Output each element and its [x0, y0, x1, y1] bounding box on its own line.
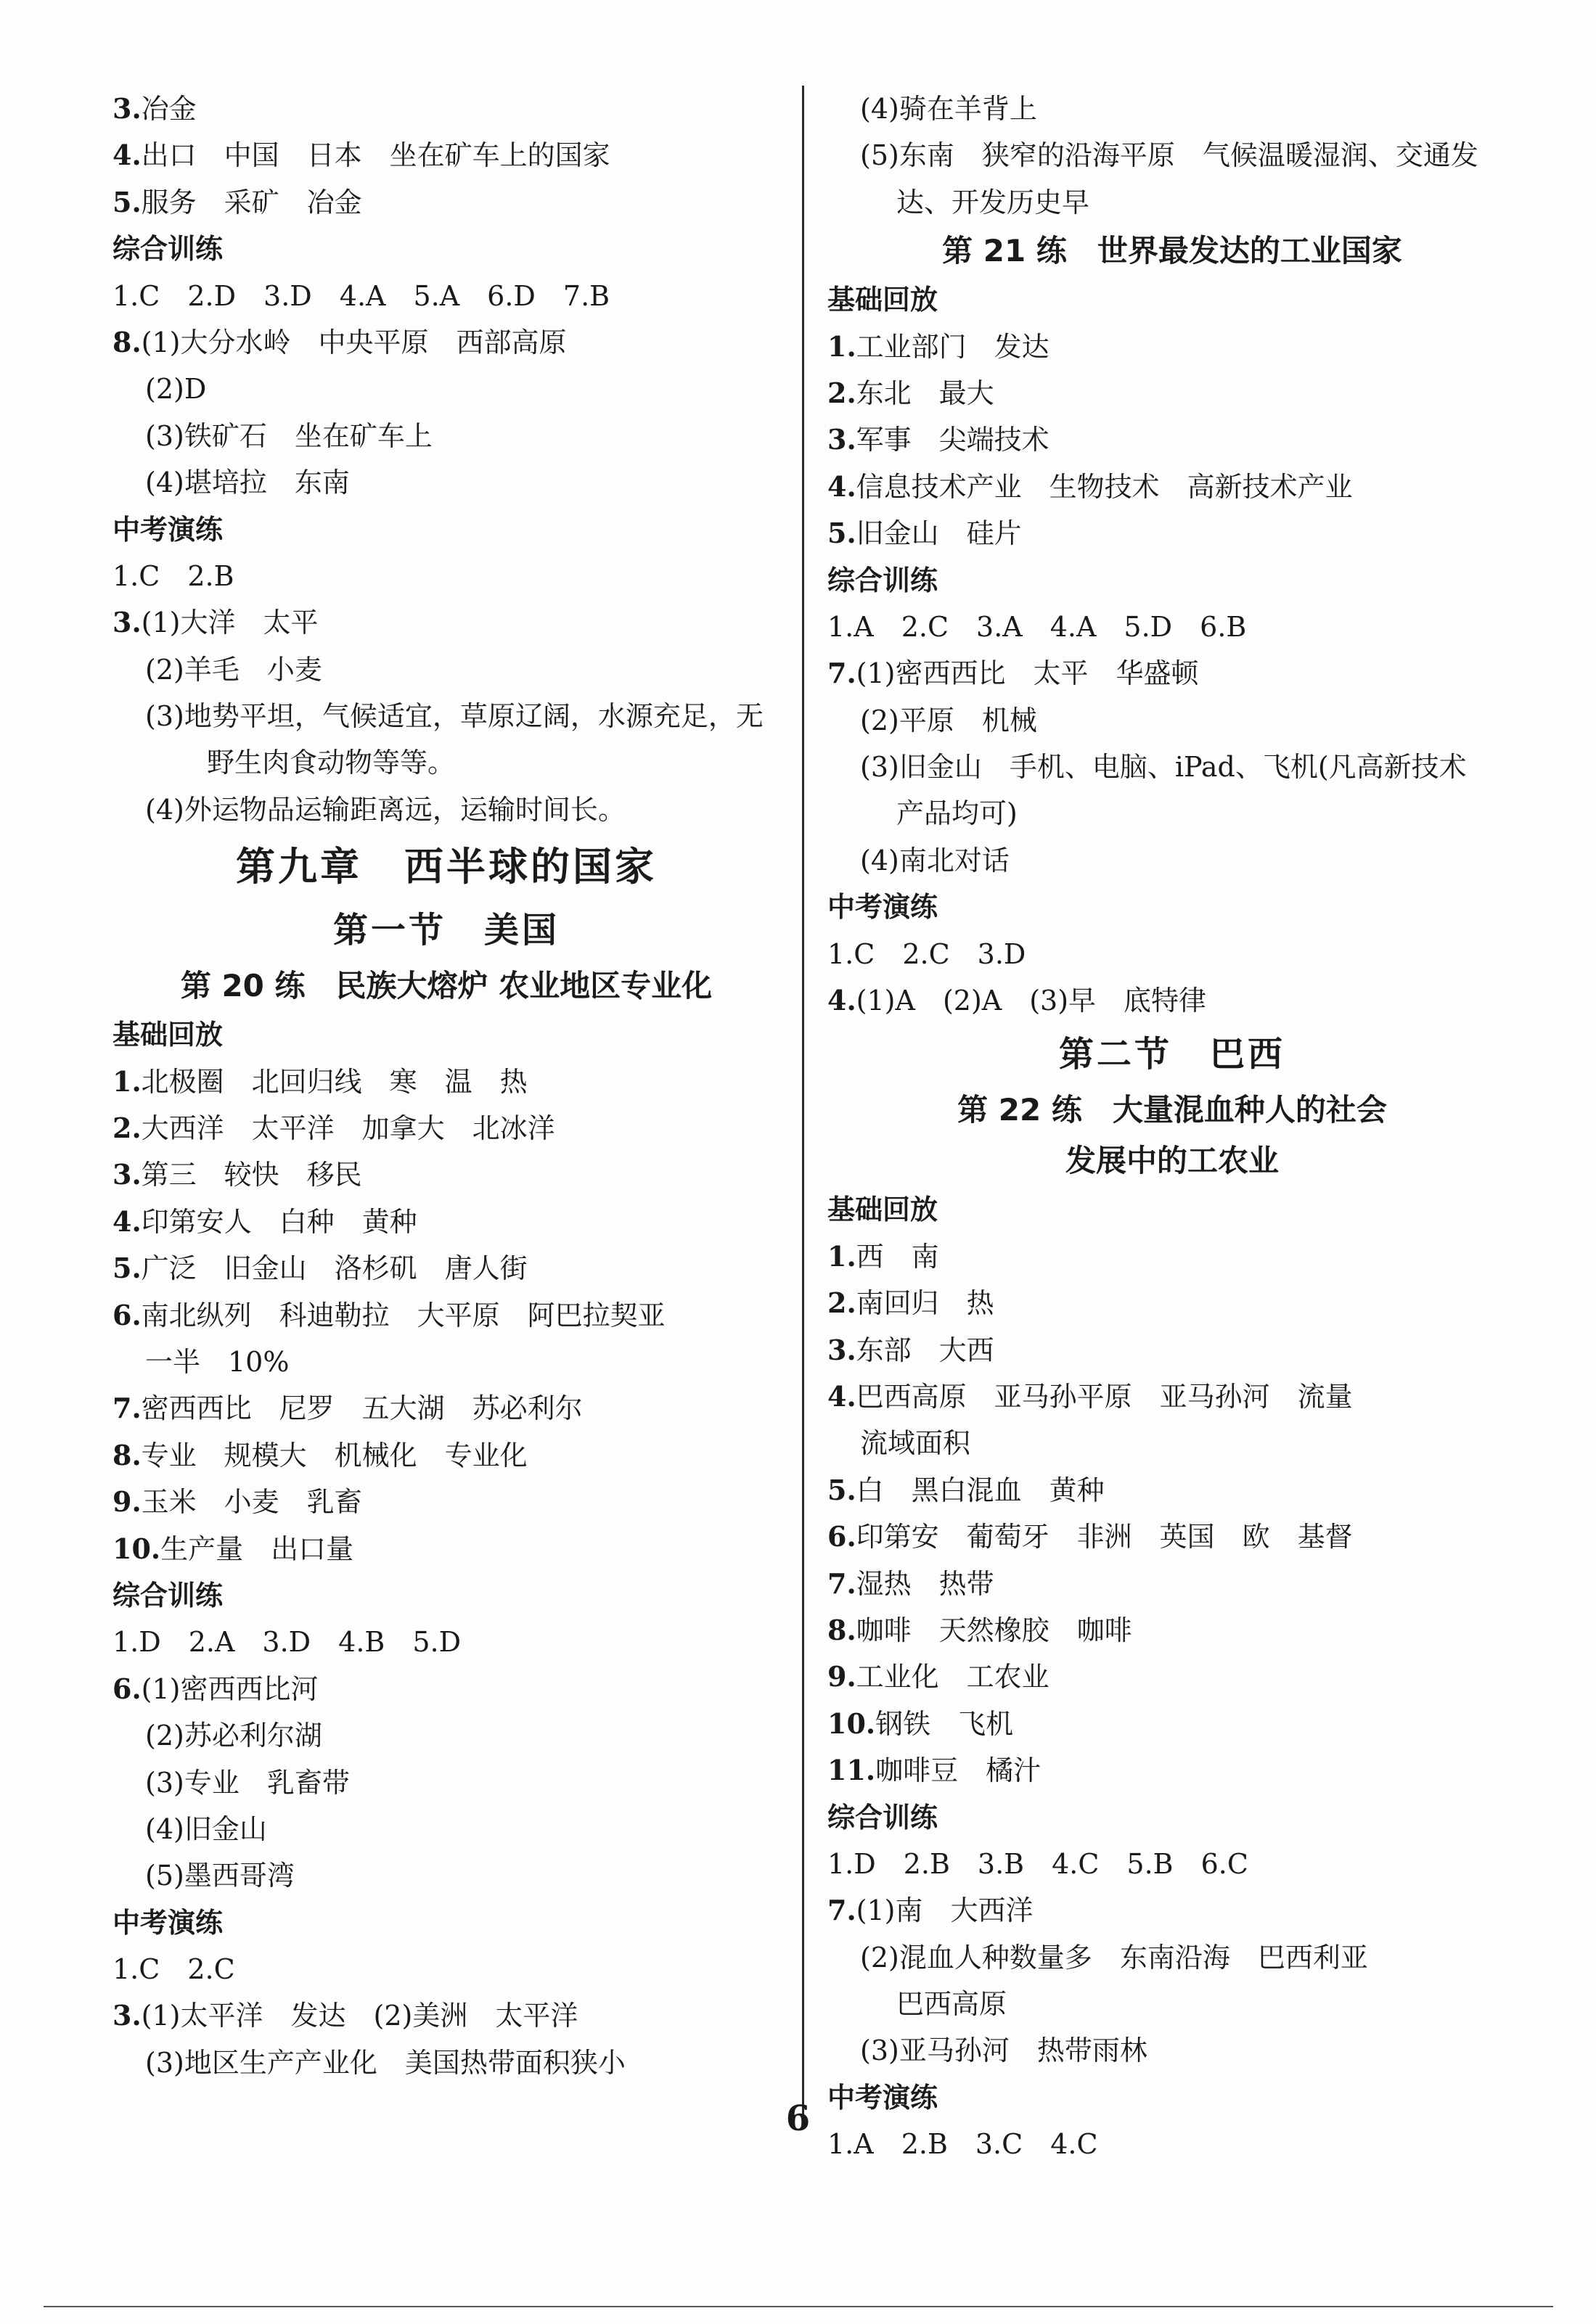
answer-line	[827, 931, 1517, 977]
line-text: (1)大分水岭 中央平原 西部高原	[141, 326, 567, 358]
line-text: 基础回放	[827, 284, 938, 316]
line-text: 印第安人 白种 黄种	[141, 1205, 417, 1238]
line-text: 军事 尖端技术	[856, 424, 1049, 456]
answer-line	[112, 1619, 780, 1665]
question-number: 1.	[827, 1239, 856, 1273]
line-text: (3)亚马孙河 热带雨林	[860, 2034, 1147, 2067]
answer-line	[827, 697, 1517, 744]
line-text: 中考演练	[827, 2081, 938, 2114]
line-text: 北极圈 北回归线 寒 温 热	[141, 1065, 528, 1098]
bottom-rule	[44, 2306, 1553, 2307]
line-text: 旧金山 硅片	[856, 517, 1022, 550]
line-text: (2)平原 机械	[860, 704, 1037, 736]
question-number: 3.	[827, 1333, 856, 1366]
answer-line	[112, 1339, 780, 1385]
line-text: 咖啡豆 橘汁	[875, 1754, 1042, 1787]
answer-line	[112, 646, 780, 693]
line-text: 服务 采矿 冶金	[141, 186, 362, 218]
line-text: 达、开发历史早	[896, 186, 1090, 218]
question-number: 4.	[112, 139, 142, 172]
line-text: 综合训练	[827, 564, 938, 596]
line-text: 白 黑白混血 黄种	[856, 1474, 1105, 1506]
question-number: 4.	[827, 469, 856, 503]
line-text: (3)铁矿石 坐在矿车上	[145, 419, 433, 452]
answer-line	[112, 1992, 780, 2039]
line-text: 综合训练	[827, 1801, 938, 1834]
line-text: (4)外运物品运输距离远，运输时间长。	[145, 793, 626, 826]
answer-line	[112, 1432, 780, 1479]
line-text: (2)D	[145, 373, 207, 406]
answer-line	[827, 464, 1517, 510]
answer-line	[827, 1327, 1517, 1374]
section-heading	[112, 1900, 780, 1946]
line-text: 1.C 2.C 3.D	[827, 937, 1026, 970]
answer-line	[112, 1479, 780, 1525]
question-number: 3.	[112, 1999, 142, 2032]
line-text: 南回归 热	[856, 1287, 994, 1320]
line-text: 西 南	[856, 1240, 939, 1273]
line-text: (1)大洋 太平	[141, 607, 319, 639]
answer-line	[112, 366, 780, 412]
line-text: 专业 规模大 机械化 专业化	[141, 1439, 528, 1471]
question-number: 4.	[827, 984, 856, 1017]
line-text: 湿热 热带	[856, 1567, 994, 1600]
question-number: 2.	[827, 376, 856, 409]
answer-line	[827, 1654, 1517, 1700]
line-text: 1.C 2.C	[112, 1953, 235, 1986]
question-number: 10.	[827, 1707, 876, 1740]
answer-line	[827, 1420, 1517, 1466]
answer-line	[112, 1852, 780, 1899]
line-text: (1)南 大西洋	[856, 1894, 1034, 1927]
question-number: 2.	[112, 1112, 142, 1145]
line-text: 产品均可)	[896, 797, 1018, 830]
answer-line	[827, 1701, 1517, 1747]
question-number: 7.	[827, 1894, 856, 1927]
question-number: 5.	[827, 517, 856, 550]
page-number: 6	[785, 2098, 811, 2139]
line-text: (2)混血人种数量多 东南沿海 巴西利亚	[860, 1941, 1368, 1974]
answer-line	[112, 787, 780, 833]
answer-line	[827, 416, 1517, 463]
section-heading	[827, 276, 1517, 323]
line-text: 出口 中国 日本 坐在矿车上的国家	[141, 139, 610, 172]
answer-line	[112, 273, 780, 319]
answer-line	[112, 132, 780, 178]
answer-line	[827, 1280, 1517, 1326]
answer-line	[112, 599, 780, 646]
answer-line	[112, 459, 780, 506]
answer-line	[112, 1151, 780, 1198]
line-text: 印第安 葡萄牙 非洲 英国 欧 基督	[856, 1521, 1353, 1553]
answer-line	[827, 837, 1517, 884]
answer-line	[827, 1514, 1517, 1560]
answer-line	[112, 1760, 780, 1806]
answer-line	[827, 132, 1517, 178]
line-text: 流域面积	[860, 1427, 971, 1460]
answer-line	[112, 1526, 780, 1572]
question-number: 5.	[112, 1252, 142, 1285]
line-text: 第 20 练 民族大熔炉 农业地区专业化	[180, 968, 713, 1004]
line-text: (2)羊毛 小麦	[145, 653, 322, 686]
line-text: 中考演练	[112, 1906, 224, 1939]
line-text: 1.D 2.A 3.D 4.B 5.D	[112, 1626, 462, 1659]
line-text: (4)骑在羊背上	[860, 93, 1037, 125]
line-text: 第一节 美国	[332, 910, 560, 951]
line-text: 东部 大西	[856, 1334, 994, 1366]
answer-line	[827, 1747, 1517, 1794]
chapter-title	[112, 833, 780, 900]
question-number: 3.	[827, 423, 856, 456]
exercise-title	[827, 1085, 1517, 1136]
answer-line	[827, 324, 1517, 370]
answer-line	[827, 1934, 1517, 1981]
line-text: (4)南北对话	[860, 844, 1010, 876]
line-text: 第二节 巴西	[1058, 1034, 1285, 1075]
question-number: 4.	[112, 1204, 142, 1238]
question-number: 5.	[827, 1473, 856, 1506]
answer-line	[112, 179, 780, 226]
answer-line	[112, 1059, 780, 1105]
question-number: 9.	[827, 1660, 856, 1693]
line-text: (5)东南 狭窄的沿海平原 气候温暖湿润、交通发	[860, 139, 1478, 172]
line-text: 基础回放	[827, 1194, 938, 1226]
question-number: 8.	[827, 1613, 856, 1646]
line-text: 综合训练	[112, 1579, 224, 1611]
question-number: 2.	[827, 1286, 856, 1320]
line-text: (1)密西西比 太平 华盛顿	[856, 657, 1199, 690]
line-text: (5)墨西哥湾	[145, 1860, 295, 1892]
exercise-title	[827, 226, 1517, 276]
question-number: 1.	[827, 329, 856, 363]
question-number: 7.	[827, 657, 856, 690]
answer-line	[827, 1887, 1517, 1934]
line-text: (3)专业 乳畜带	[145, 1766, 350, 1799]
line-text: 广泛 旧金山 洛杉矶 唐人街	[141, 1252, 528, 1285]
line-text: 巴西高原	[896, 1988, 1007, 2021]
line-text: 南北纵列 科迪勒拉 大平原 阿巴拉契亚	[141, 1299, 666, 1331]
answer-line	[827, 2027, 1517, 2074]
answer-line	[827, 604, 1517, 650]
line-text: 密西西比 尼罗 五大湖 苏必利尔	[141, 1392, 583, 1425]
answer-line	[827, 744, 1517, 790]
question-number: 5.	[112, 185, 142, 218]
answer-line	[112, 2040, 780, 2086]
question-number: 9.	[112, 1485, 142, 1519]
answer-line	[827, 1981, 1517, 2027]
answer-line	[112, 1712, 780, 1759]
line-text: 1.D 2.B 3.B 4.C 5.B 6.C	[827, 1847, 1248, 1880]
line-text: 中考演练	[827, 891, 938, 924]
section-heading	[112, 1011, 780, 1058]
exercise-title	[827, 1136, 1517, 1186]
answer-line	[827, 1374, 1517, 1420]
line-text: 巴西高原 亚马孙平原 亚马孙河 流量	[856, 1380, 1353, 1413]
answer-line	[112, 1946, 780, 1992]
line-text: 第 21 练 世界最发达的工业国家	[942, 233, 1402, 269]
line-text: 工业化 工农业	[856, 1661, 1049, 1693]
line-text: 冶金	[141, 93, 197, 125]
line-text: 综合训练	[112, 233, 224, 266]
line-text: 大西洋 太平洋 加拿大 北冰洋	[141, 1112, 555, 1145]
line-text: 第九章 西半球的国家	[236, 843, 657, 890]
answer-line	[827, 650, 1517, 697]
section-heading	[112, 506, 780, 553]
question-number: 3.	[112, 92, 142, 125]
question-number: 6.	[112, 1672, 142, 1705]
line-text: (3)旧金山 手机、电脑、iPad、飞机(凡高新技术	[860, 751, 1467, 784]
question-number: 11.	[827, 1754, 876, 1787]
answer-line	[112, 1105, 780, 1151]
answer-line	[827, 370, 1517, 416]
answer-line	[827, 977, 1517, 1024]
line-text: (2)苏必利尔湖	[145, 1720, 322, 1752]
answer-line	[827, 179, 1517, 226]
answer-line	[827, 1561, 1517, 1607]
question-number: 6.	[827, 1520, 856, 1553]
question-number: 6.	[112, 1298, 142, 1331]
line-text: (3)地势平坦，气候适宜，草原辽阔，水源充足，无	[145, 700, 764, 733]
answer-line	[827, 790, 1517, 837]
line-text: (3)地区生产产业化 美国热带面积狭小	[145, 2046, 626, 2079]
line-text: 东北 最大	[856, 377, 994, 409]
answer-line	[112, 1666, 780, 1712]
answer-line	[827, 86, 1517, 132]
section-heading	[112, 226, 780, 272]
answer-line	[112, 413, 780, 459]
line-text: 一半 10%	[145, 1345, 290, 1378]
answer-line	[112, 693, 780, 739]
answer-line	[827, 510, 1517, 557]
line-text: (1)太平洋 发达 (2)美洲 太平洋	[141, 2000, 578, 2032]
exercise-title	[112, 961, 780, 1011]
line-text: (1)密西西比河	[141, 1672, 319, 1705]
line-text: 第 22 练 大量混血种人的社会	[957, 1092, 1387, 1128]
line-text: 1.A 2.B 3.C 4.C	[827, 2128, 1098, 2161]
right-column	[827, 86, 1517, 2168]
answer-line	[827, 1233, 1517, 1280]
answer-line	[112, 553, 780, 599]
line-text: 生产量 出口量	[160, 1532, 354, 1565]
section-title	[112, 900, 780, 961]
line-text: 基础回放	[112, 1019, 224, 1051]
question-number: 8.	[112, 1438, 142, 1471]
question-number: 8.	[112, 325, 142, 358]
section-heading	[827, 1794, 1517, 1841]
section-heading	[827, 1186, 1517, 1233]
line-text: 信息技术产业 生物技术 高新技术产业	[856, 470, 1353, 503]
line-text: 1.C 2.D 3.D 4.A 5.A 6.D 7.B	[112, 279, 610, 312]
question-number: 10.	[112, 1532, 161, 1565]
section-title	[827, 1024, 1517, 1085]
question-number: 4.	[827, 1379, 856, 1413]
line-text: 1.C 2.B	[112, 559, 234, 592]
section-heading	[112, 1572, 780, 1619]
answer-line	[112, 1806, 780, 1852]
line-text: 野生肉食动物等等。	[207, 747, 456, 779]
answer-line	[112, 739, 780, 786]
line-text: (4)堪培拉 东南	[145, 467, 350, 499]
line-text: 工业部门 发达	[856, 330, 1049, 363]
answer-line	[827, 1467, 1517, 1514]
column-divider	[802, 86, 804, 2124]
answer-line	[827, 1607, 1517, 1654]
section-heading	[827, 557, 1517, 604]
line-text: 钢铁 飞机	[875, 1707, 1014, 1740]
section-heading	[827, 884, 1517, 930]
answer-line	[112, 1199, 780, 1245]
question-number: 3.	[112, 1158, 142, 1191]
line-text: 中考演练	[112, 513, 224, 546]
line-text: 玉米 小麦 乳畜	[141, 1486, 362, 1519]
line-text: 第三 较快 移民	[141, 1159, 362, 1191]
question-number: 1.	[112, 1064, 142, 1098]
question-number: 7.	[827, 1567, 856, 1600]
answer-line	[112, 319, 780, 366]
answer-line	[112, 1385, 780, 1432]
line-text: 咖啡 天然橡胶 咖啡	[856, 1614, 1132, 1646]
question-number: 3.	[112, 606, 142, 639]
line-text: 1.A 2.C 3.A 4.A 5.D 6.B	[827, 610, 1247, 643]
line-text: 发展中的工农业	[1065, 1143, 1279, 1179]
left-column	[112, 86, 780, 2086]
line-text: (1)A (2)A (3)早 底特律	[856, 985, 1207, 1017]
answer-line	[827, 1841, 1517, 1887]
question-number: 7.	[112, 1392, 142, 1425]
answer-line	[112, 86, 780, 132]
line-text: (4)旧金山	[145, 1812, 267, 1845]
answer-line	[112, 1245, 780, 1292]
answer-line	[112, 1292, 780, 1339]
